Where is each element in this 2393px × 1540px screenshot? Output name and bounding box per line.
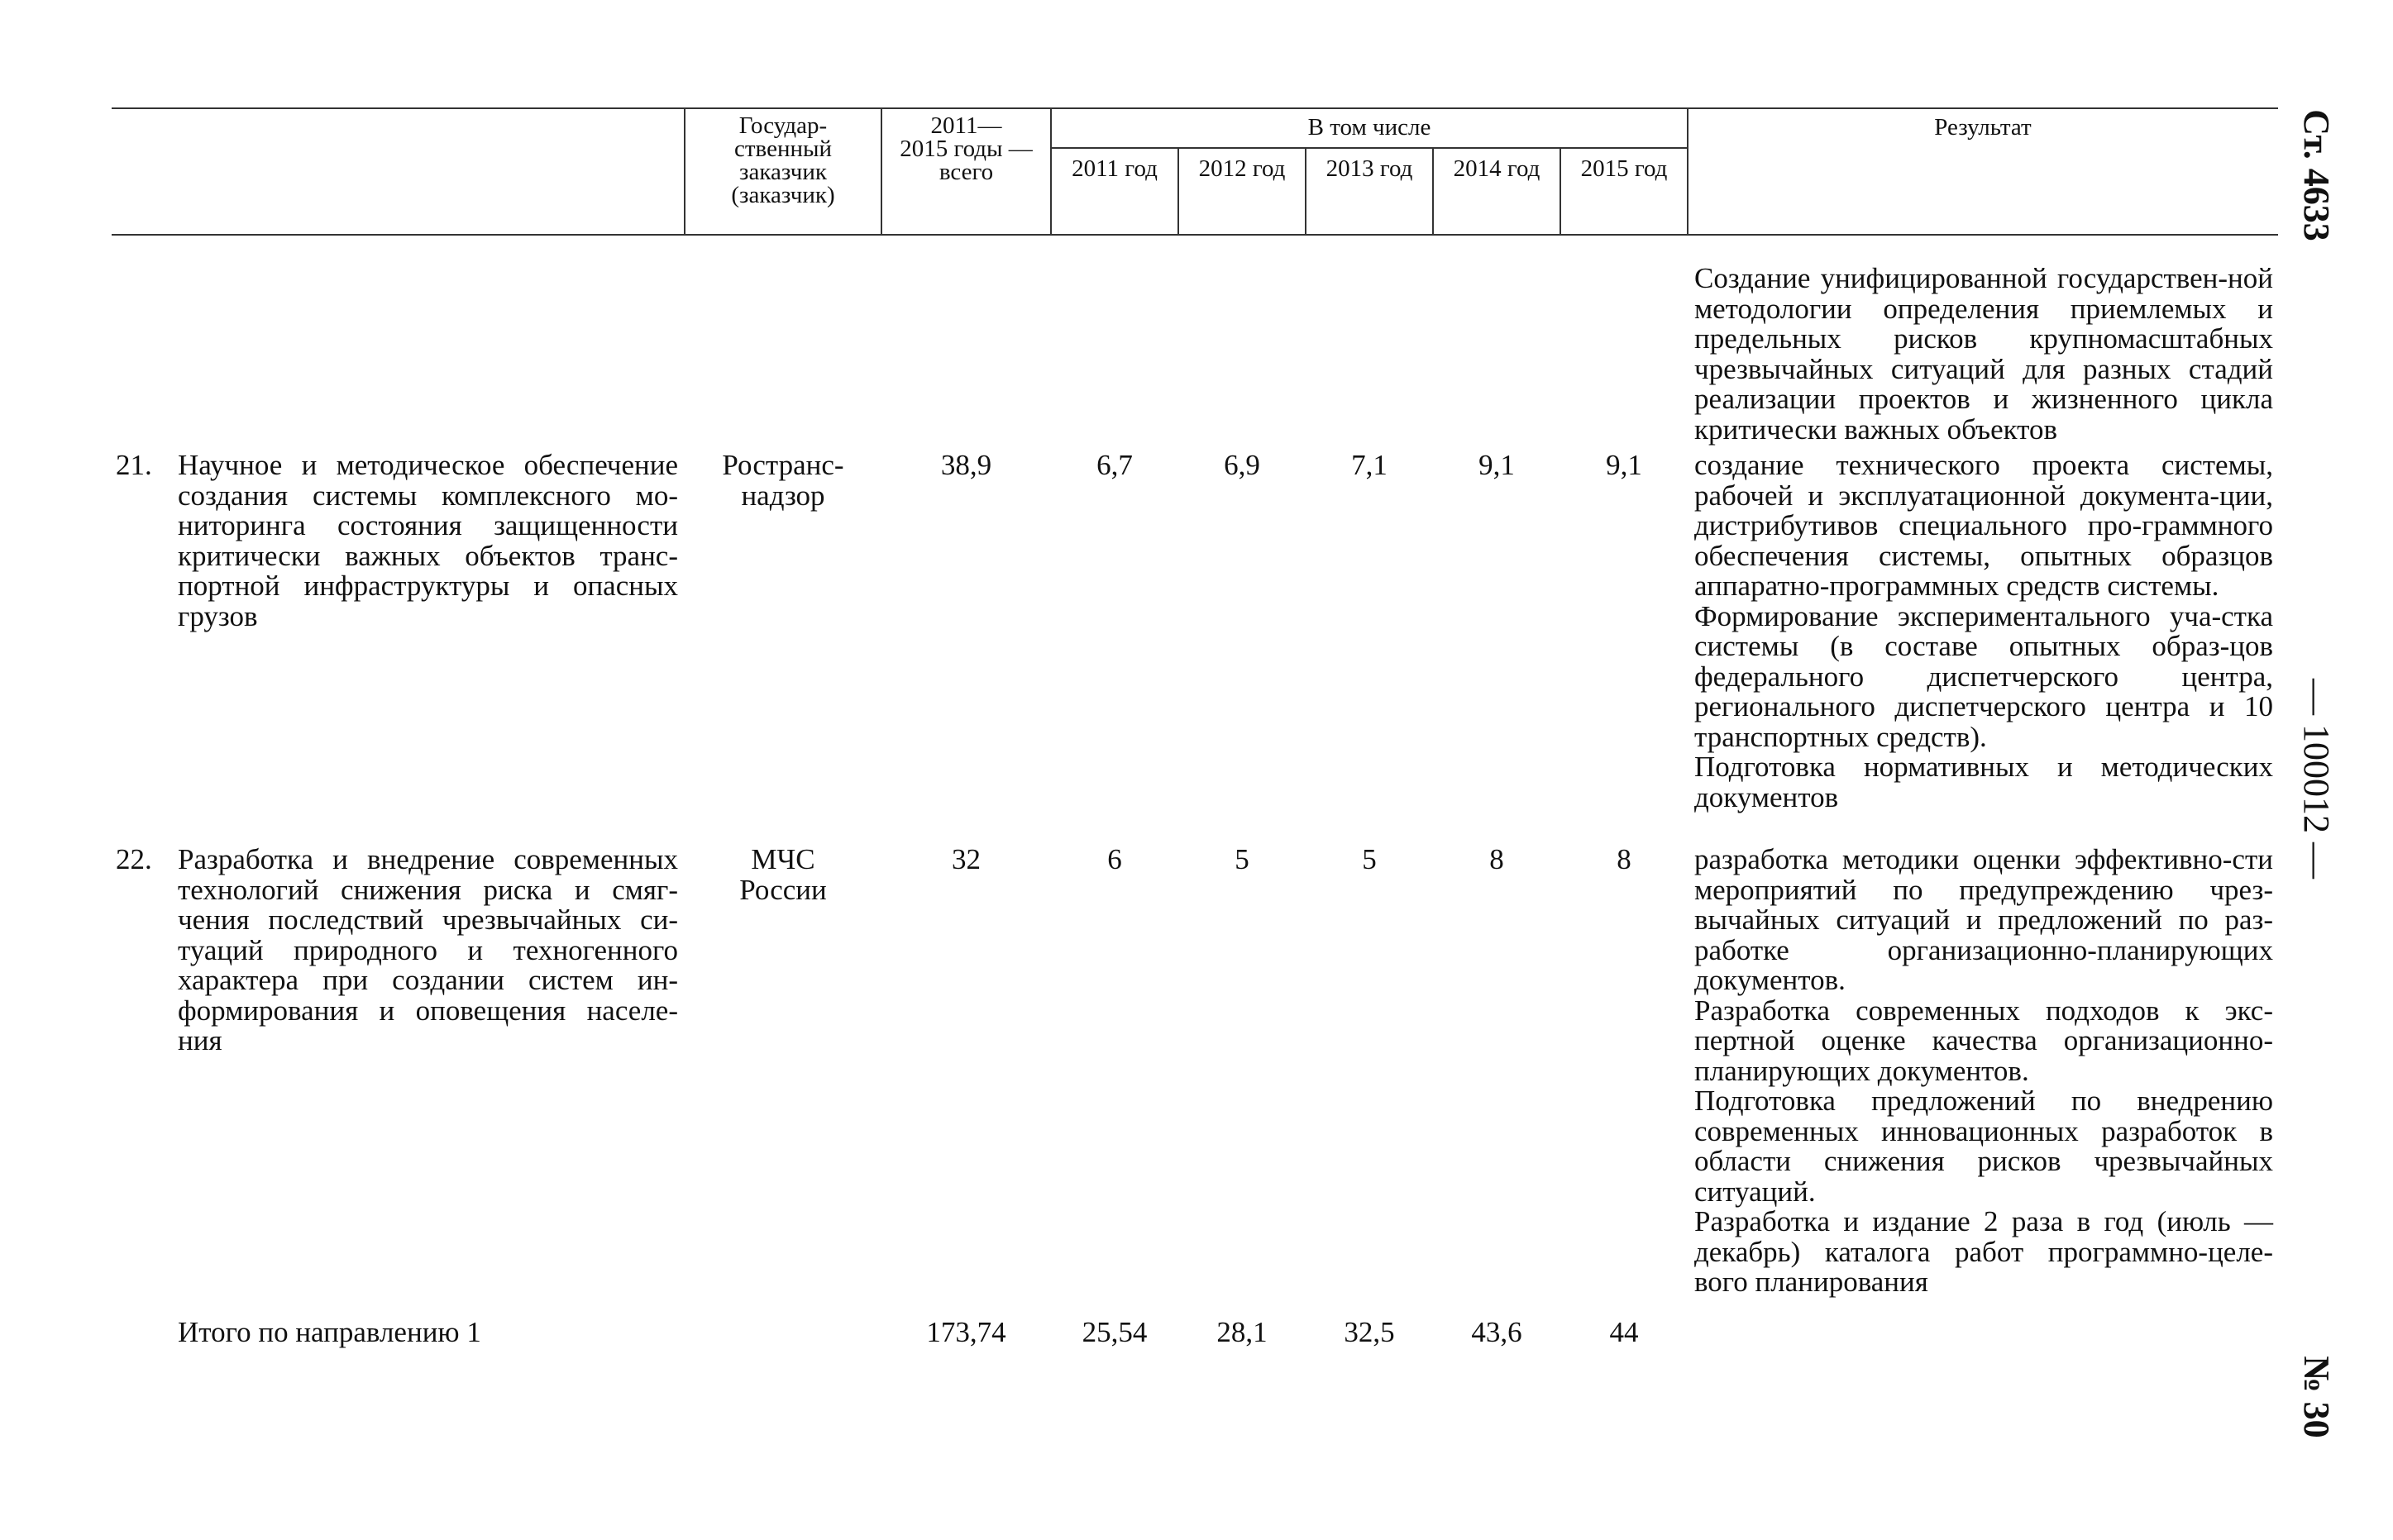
total-row-label: Итого по направлению 1: [178, 1316, 481, 1348]
side-page-label: Ст. 4633: [2296, 109, 2337, 241]
total-row-value-2015: 44: [1609, 1316, 1639, 1348]
continued-result-text: Создание унифицированной государствен-ной методологии определения приемлемых и предельных рисков крупномасштабных чрезвычайных ситуаций для разных стадий реализации проектов и жизненного цикла критически важных объектов: [1694, 262, 2273, 446]
row-21-value-2012: 6,9: [1224, 449, 1260, 481]
row-21-result-paragraph: создание технического проекта системы, рабочей и эксплуатационной документа-ции, дистрибутивов специального про-граммного обеспечения системы, опытных образцов аппаратно-программных средств системы.: [1694, 449, 2273, 602]
row-21-number: 21.: [116, 449, 152, 481]
row-22-value-2015: 8: [1617, 843, 1631, 875]
years-subheader-rule: [1050, 147, 1687, 149]
row-22-customer: МЧС России: [739, 843, 827, 906]
header-year-2015: 2015 год: [1580, 155, 1668, 182]
header-result: Результат: [1934, 114, 2032, 141]
row-21-value-2013: 7,1: [1351, 449, 1388, 481]
header-year-2012: 2012 год: [1198, 155, 1286, 182]
row-22-name: Разработка и внедрение современных технологий снижения риска и смяг-чения последствий чрезвычайных си-туаций природного и техногенного характера при создании систем ин-формирования и оповещения населе-ния: [178, 843, 678, 1056]
side-issue-number: № 30: [2296, 1356, 2337, 1438]
row-21-result-paragraph: Формирование экспериментального уча-стка системы (в составе опытных образ-цов федерального диспетчерского центра, регионального диспетчерского центра и 10 транспортных средств).: [1694, 599, 2273, 753]
total-row-value-2012: 28,1: [1216, 1316, 1268, 1348]
row-21-value-2015: 9,1: [1606, 449, 1642, 481]
total-row-value-2014: 43,6: [1471, 1316, 1522, 1348]
header-customer: Государ- ственный заказчик (заказчик): [731, 112, 835, 208]
side-doc-number: — 100012 —: [2296, 679, 2337, 879]
row-21-name: Научное и методическое обеспечение создания системы комплексного мо-ниторинга состояния защищенности критически важных объектов транс-портной инфраструктуры и опасных грузов: [178, 449, 678, 632]
header-total: 2011— 2015 годы — всего: [900, 112, 1033, 185]
row-21-customer: Ространс- надзор: [722, 449, 844, 512]
total-row-value-2013: 32,5: [1344, 1316, 1395, 1348]
row-22-value-2013: 5: [1362, 843, 1377, 875]
total-row-total: 173,74: [926, 1316, 1006, 1348]
row-21-total: 38,9: [940, 449, 992, 481]
row-22-value-2014: 8: [1489, 843, 1504, 875]
row-21-value-2011: 6,7: [1096, 449, 1133, 481]
row-21-value-2014: 9,1: [1478, 449, 1515, 481]
row-22-value-2011: 6: [1107, 843, 1122, 875]
total-row-value-2011: 25,54: [1082, 1316, 1148, 1348]
header-year-2011: 2011 год: [1072, 155, 1158, 182]
row-22-result-paragraph: разработка методики оценки эффективно-сти мероприятий по предупреждению чрез-вычайных ситуаций и предложений по раз-работке организационно-планирующих документов.: [1694, 843, 2273, 996]
row-21-result-paragraph: Подготовка нормативных и методических документов: [1694, 751, 2273, 813]
row-22-value-2012: 5: [1235, 843, 1249, 875]
header-year-2014: 2014 год: [1453, 155, 1540, 182]
header-top-rule: [112, 107, 2278, 109]
row-22-result-paragraph: Подготовка предложений по внедрению современных инновационных разработок в области снижения рисков чрезвычайных ситуаций.: [1694, 1085, 2273, 1208]
row-22-number: 22.: [116, 843, 152, 875]
header-including: В том числе: [1307, 114, 1431, 141]
row-22-result-paragraph: Разработка и издание 2 раза в год (июль — декабрь) каталога работ программно-целе-вого планирования: [1694, 1205, 2273, 1298]
header-year-2013: 2013 год: [1325, 155, 1413, 182]
row-22-total: 32: [952, 843, 981, 875]
row-22-result: [1694, 845, 2273, 1298]
row-21-result: [1694, 451, 2273, 813]
row-22-result-paragraph: Разработка современных подходов к экс-пертной оценке качества организационно-планирующих документов.: [1694, 994, 2273, 1087]
header-bottom-rule: [112, 234, 2278, 236]
